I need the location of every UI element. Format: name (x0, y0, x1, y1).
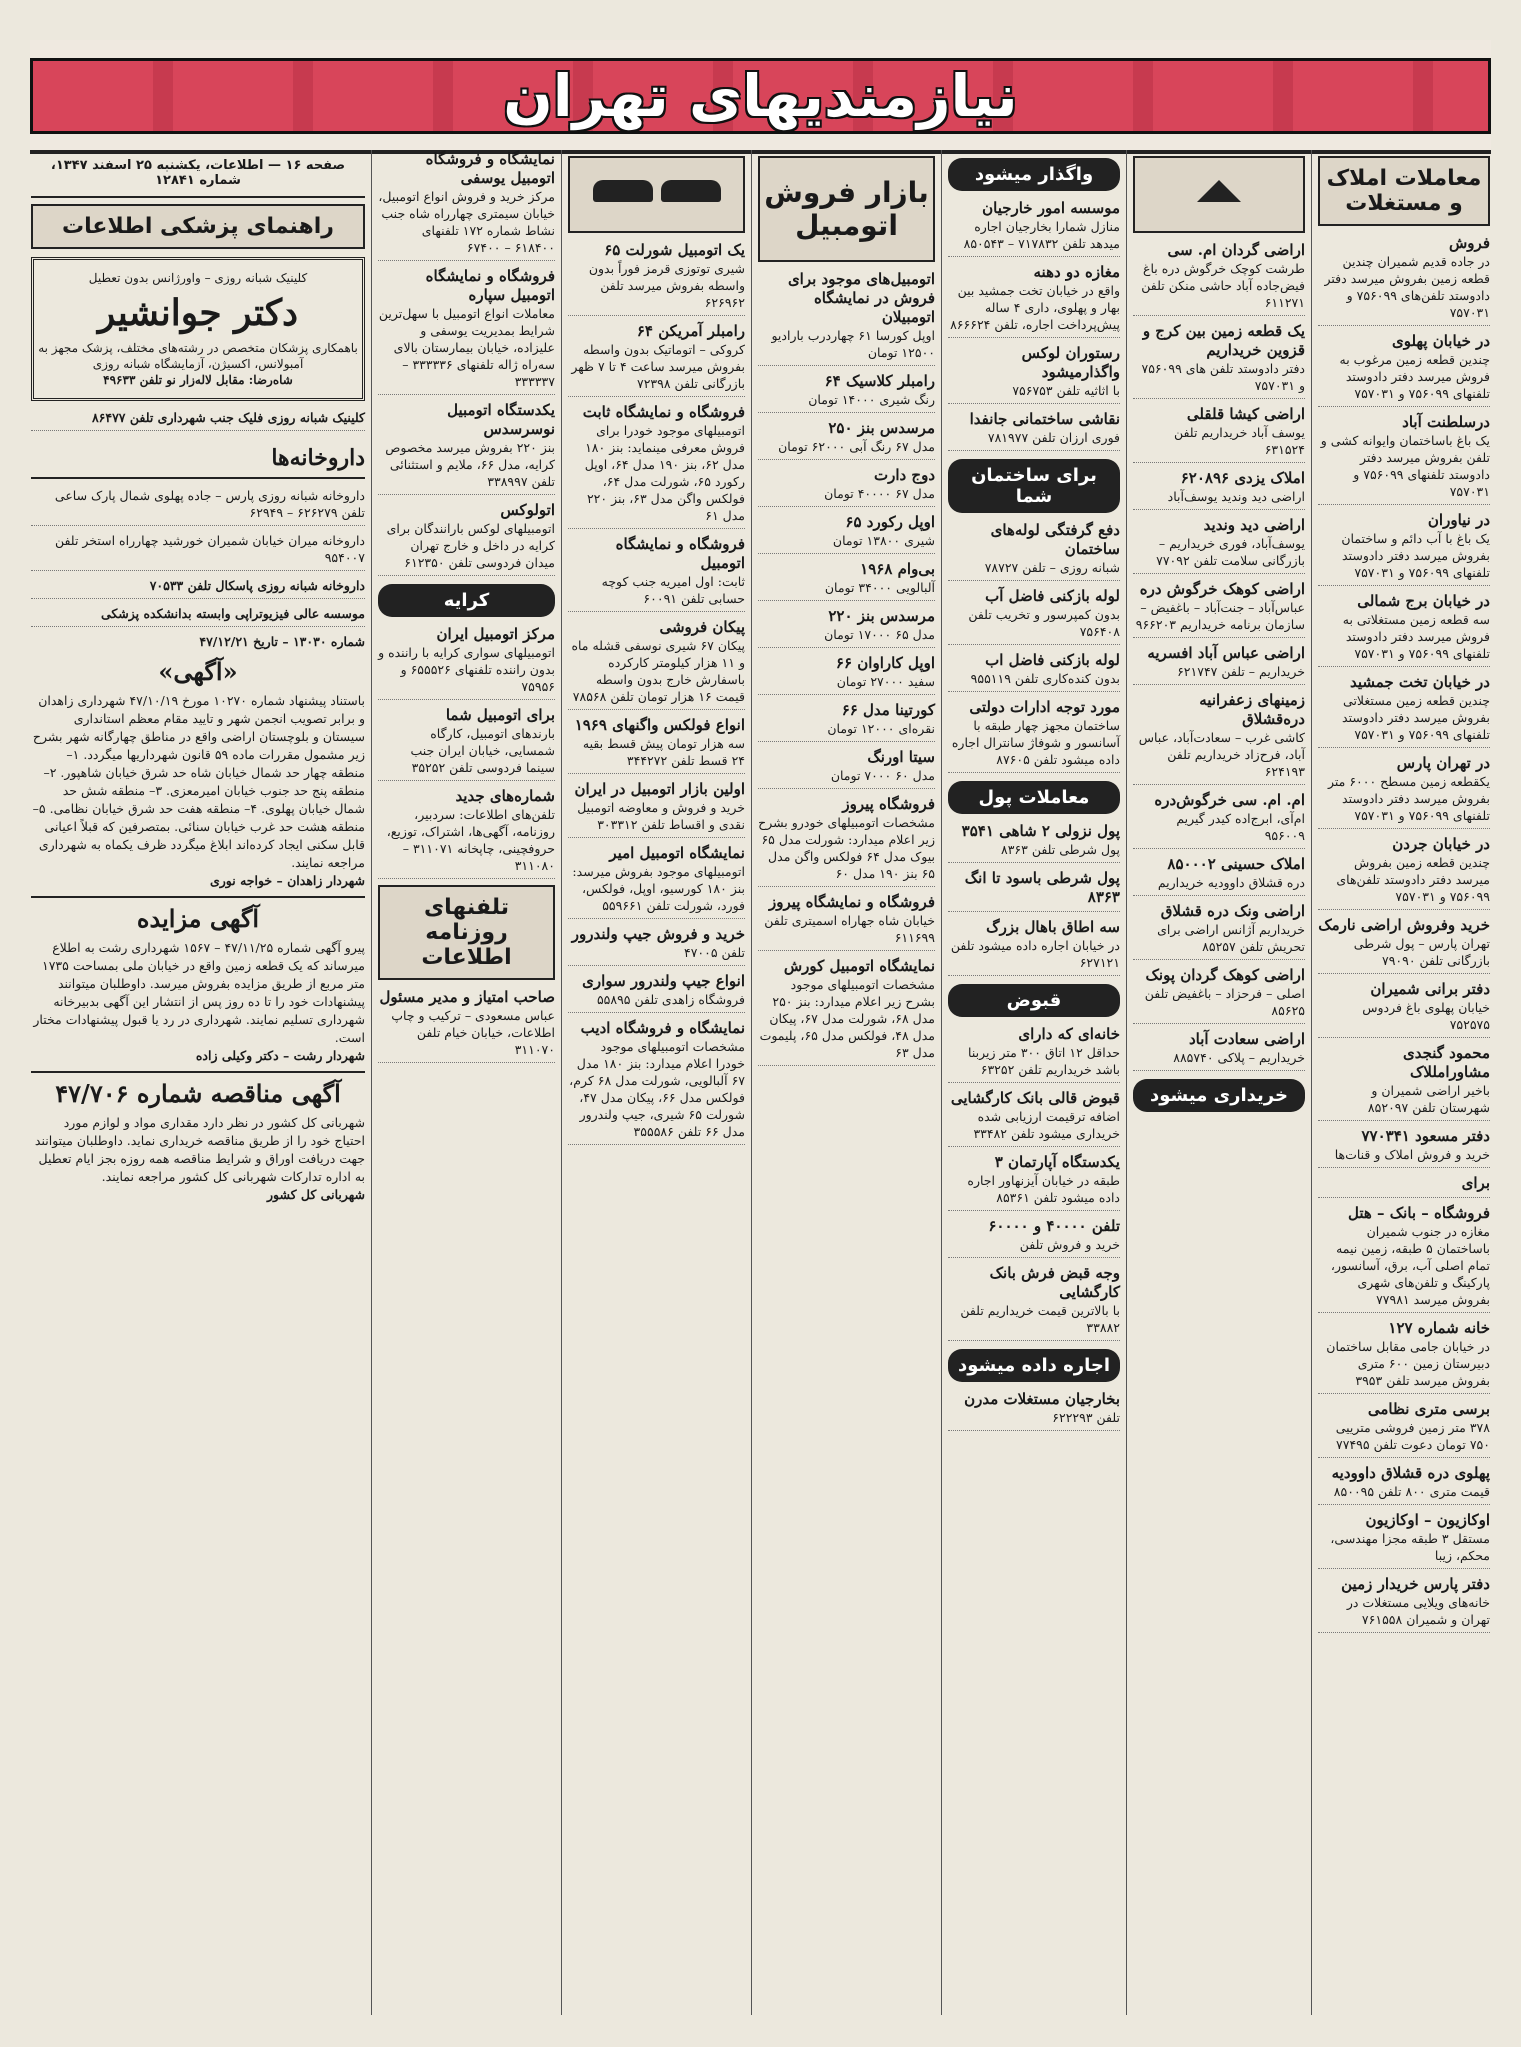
classified-ad (948, 1390, 1120, 1431)
ad-title: لوله بازکنی فاضل اب (985, 651, 1120, 669)
classified-ad (948, 1264, 1120, 1341)
ad-body: در خیابان اجاره داده میشود تلفن ۶۲۷۱۲۱ (950, 938, 1120, 970)
classified-ad (378, 787, 555, 879)
classified-ad (568, 403, 745, 529)
ad-title: انواع فولکس واگنهای ۱۹۶۹ (574, 716, 745, 734)
ad-body: تلفن‌های اطلاعات: سردبیر، روزنامه، آگهی‌ها، اشتراک، توزیع، حروفچینی، چاپخانه ۳۱۱۰۷۱ – ۳۱۱۰۸۰ (386, 807, 555, 873)
classified-ad (1133, 241, 1305, 316)
classified-ad (948, 263, 1120, 338)
notice-title: «آگهی» (158, 657, 238, 686)
ad-title: اراضی کوهک گردان پونک (1145, 966, 1305, 984)
classified-ad (568, 716, 745, 774)
classified-ad (1133, 322, 1305, 399)
classified-ad (378, 988, 555, 1063)
ad-body: ام‌آی، ابرج‌اده کیدر گیریم ۹۵۶۰۰۹ (1176, 811, 1305, 843)
buyers-banner: خریداری میشود (1133, 1079, 1305, 1112)
loans-banner: قبوض (948, 984, 1120, 1017)
classified-ad (948, 1025, 1120, 1083)
classified-ad (568, 925, 745, 966)
ad-title: در خیابان تخت جمشید (1349, 673, 1490, 691)
ad-title: اوپل رکورد ۶۵ (845, 513, 935, 531)
ad-body: پول شرطی تلفن ۸۳۶۳ (1001, 842, 1120, 857)
ad-title: املاک یزدی ۶۲۰۸۹۶ (1180, 469, 1305, 487)
ad-title: زمینهای زعفرانیه دره‌قشلاق (1199, 691, 1305, 728)
ad-body: خریداریم آژانس اراضی برای تحریش تلفن ۸۵۲۵۷ (1157, 922, 1305, 954)
rent-banner: کرایه (378, 584, 555, 617)
ad-body: یک باغ باساختمان وایوانه کشی و تلفن بفروش میرسد دفتر دادوستد تلفنهای ۷۵۶۰۹۹ و ۷۵۷۰۳۱ (1320, 433, 1490, 499)
pharmacy-item: داروخانه شبانه روزی پاسکال تلفن ۷۰۵۳۳ (31, 577, 365, 599)
ad-body: در خیابان جامی مقابل ساختمان دبیرستان زمین ۶۰۰ متری بفروش میرسد تلفن ۳۹۵۳ (1326, 1339, 1490, 1388)
ad-title: در خیابان پهلوی (1391, 332, 1490, 350)
notice-sign: شهردار زاهدان – خواجه نوری (209, 873, 365, 888)
ad-title: اوکازیون – اوکازیون (1365, 1511, 1490, 1529)
ad-title: کورتینا مدل ۶۶ (841, 701, 935, 719)
classified-ad (948, 587, 1120, 645)
ad-body: ۳۷۸ متر زمین فروشی مترییی ۷۵۰ تومان دعوت تلفن ۷۷۴۹۵ (1335, 1420, 1490, 1452)
ad-title: انواع جیپ ولندرور سواری (582, 972, 745, 990)
ad-body: واقع در خیابان تخت جمشید بین بهار و پهلوی، داری ۴ ساله پیش‌پرداخت اجاره، تلفن ۸۶۶۶۲۴ (950, 283, 1120, 332)
ad-title: یکدستگاه اتومبیل نوسرسدس (447, 401, 555, 438)
classified-ad (1318, 1575, 1490, 1633)
ad-body: اتومبیلهای موجود خودرا برای فروش معرفی مینماید: بنز ۱۸۰ مدل ۶۲، بنز ۱۹۰ مدل ۶۴، اوپل رکورد ۶۵، شورلت مدل ۶۴، فولکس واگن مدل ۶۳، بنز ۲۲۰ مدل ۶۱ (584, 423, 745, 523)
ad-title: اراضی عباس آباد افسریه (1147, 644, 1305, 662)
ad-title: دفتر پارس خریدار زمین (1341, 1575, 1490, 1593)
ad-title: فروشگاه و نمایشگاه پیروز (768, 893, 935, 911)
classified-ad (1133, 516, 1305, 574)
ad-title: اراضی کیشا قلقلی (1186, 405, 1305, 423)
lease-banner: اجاره داده میشود (948, 1349, 1120, 1382)
ad-body: فوری ارزان تلفن ۷۸۱۹۷۷ (987, 430, 1120, 445)
money-banner: معاملات پول (948, 781, 1120, 814)
ad-title: برسی متری نظامی (1367, 1400, 1490, 1418)
ad-title: سیتا اورنگ (867, 748, 935, 766)
ad-body: اراضی دید وندید یوسف‌آباد (1167, 489, 1305, 504)
ad-title: شماره‌های جدید (455, 787, 555, 805)
classified-ad (378, 501, 555, 576)
classified-ad (758, 513, 935, 554)
classified-ad (568, 322, 745, 397)
ad-body: مدل ۶۵ ۱۷۰۰۰ تومان (824, 627, 935, 642)
ad-title: در نیاوران (1427, 511, 1490, 529)
ad-title: ام. ام. سی خرگوش‌دره (1154, 791, 1305, 809)
house-icon (1197, 180, 1241, 202)
classified-ad (1318, 1511, 1490, 1569)
auction-body: پیرو آگهی شماره ۴۷/۱۱/۲۵ – ۱۵۶۷ شهرداری رشت به اطلاع میرساند که یک قطعه زمین واقع در خیابان ملی بمساحت ۱۷۳۵ متر مربع از طریق مزایده بفروش میرسد. داوطلبان میتوانند پیشنهادات خود را تا ده روز پس از انتشار این آگهی بدبیرخانه شهرداری تسلیم نمایند. شهرداری در رد یا قبول پیشنهادات مختار است. (33, 940, 365, 1045)
classified-ad (568, 241, 745, 316)
ad-body: یک باغ با آب دائم و ساختمان بفروش میرسد دفتر دادوستد تلفنهای ۷۵۶۰۹۹ و ۷۵۷۰۳۱ (1341, 531, 1490, 580)
physio-ad: موسسه عالی فیزیوتراپی وابسته بدانشکده پزشکی (31, 605, 365, 627)
classified-ad (378, 401, 555, 495)
ad-body: تهران پارس – پول شرطی بازرگانی تلفن ۷۹۰۹۰ (1353, 936, 1490, 968)
ad-title: نمایشگاه و فروشگاه ادیب (580, 1019, 745, 1037)
ad-title: مرکز اتومبیل ایران (436, 625, 555, 643)
medical-header: راهنمای پزشکی اطلاعات (31, 204, 365, 249)
classified-ad (1133, 791, 1305, 849)
pharmacies-header: داروخانه‌ها (31, 439, 365, 479)
classified-ad (948, 869, 1120, 912)
ad-body: سه قطعه زمین مستغلاتی به فروش میرسد دفتر دادوستد تلفنهای ۷۵۶۰۹۹ و ۷۵۷۰۳۱ (1342, 612, 1490, 661)
classified-ad (1133, 902, 1305, 960)
ad-title: نمایشگاه اتومبیل کورش (783, 957, 935, 975)
ad-body: فروشگاه زاهدی تلفن ۵۵۸۹۵ (596, 992, 745, 1007)
ad-body: خرید و فروش و معاوضه اتومبیل نقدی و اقساط تلفن ۳۰۳۳۱۲ (577, 800, 745, 832)
ad-body: اضافه ترقیمت ارزیابی شده خریداری میشود تلفن ۳۳۴۸۲ (973, 1109, 1120, 1141)
ad-body: یکقطعه زمین مسطح ۶۰۰۰ متر بفروش میرسد دفتر دادوستد تلفنهای ۷۵۶۰۹۹ و ۷۵۷۰۳۱ (1327, 774, 1490, 823)
masthead (30, 40, 1491, 154)
classified-ad (1133, 405, 1305, 463)
ad-title: رامبلر کلاسیک ۶۴ (824, 372, 935, 390)
classified-ad (948, 1153, 1120, 1211)
tender-notice (31, 1071, 365, 1204)
classified-ad (758, 466, 935, 507)
classified-ad (758, 372, 935, 413)
doctor-ad (31, 257, 365, 401)
classified-ad (758, 893, 935, 951)
ad-title: فروشگاه و نمایشگاه اتومبیل (615, 535, 745, 572)
ad-body: اصلی – فرحزاد – باغفیض تلفن ۸۵۶۲۵ (1144, 986, 1305, 1018)
ad-body: یوسف‌آباد، فوری خریداریم – بازرگانی سلامت تلفن ۷۷۰۹۲ (1156, 536, 1305, 568)
ad-body: با اثاثیه تلفن ۷۵۶۷۵۳ (1012, 383, 1120, 398)
ad-title: لوله بازکنی فاضل آب (985, 587, 1120, 605)
classified-ad (1318, 754, 1490, 829)
classified-ad (1318, 332, 1490, 407)
classified-ad (1133, 644, 1305, 685)
ad-title: فروشگاه پیروز (842, 795, 935, 813)
car-market-header: بازار فروش اتومبیل (758, 156, 935, 262)
ad-body: مشخصات اتومبیلهای خودرو بشرح زیر اعلام میدارد: شورلت مدل ۶۵ بیوک مدل ۶۴ فولکس واگن مدل ۶۵ بنز ۱۹۰ مدل ۶۰ (758, 815, 935, 881)
ad-title: خانه شماره ۱۲۷ (1388, 1319, 1490, 1337)
classified-ad (948, 344, 1120, 404)
ad-body: خریداریم – پلاکی ۸۸۵۷۴۰ (1173, 1050, 1305, 1065)
classified-ad (568, 972, 745, 1013)
ad-title: املاک حسینی ۸۵۰۰۰۲ (1167, 855, 1305, 873)
classified-ad (378, 267, 555, 395)
ad-body: رنگ شیری ۱۴۰۰۰ تومان (808, 392, 935, 407)
ad-title: اراضی سعادت آباد (1188, 1030, 1305, 1048)
classified-ad (568, 618, 745, 710)
ad-body: خرید و فروش تلفن (1019, 1237, 1120, 1252)
ad-title: یک اتومبیل شورلت ۶۵ (604, 241, 745, 259)
ad-body: کروکی – اتوماتیک بدون واسطه بفروش میرسد ساعت ۴ تا ۷ ظهر بازرگانی تلفن ۷۲۳۹۸ (571, 342, 745, 391)
ad-body: مدل ۶۷ ۴۰۰۰۰ تومان (824, 486, 935, 501)
column-cars-a (751, 150, 941, 2015)
column-real-estate-sales (1311, 150, 1496, 2015)
classified-ad (948, 698, 1120, 773)
ad-body: خریداریم – تلفن ۶۲۱۷۴۷ (1177, 664, 1305, 679)
ad-title: خرید و فروش جیپ ولندرور (571, 925, 745, 943)
ad-body: در جاده قدیم شمیران چندین قطعه زمین بفروش میرسد دفتر دادوستد تلفن‌های ۷۵۶۰۹۹ و ۷۵۷۰۳۱ (1324, 254, 1490, 320)
ad-title: خرید وفروش اراضی نارمک (1318, 916, 1490, 934)
ad-body: اتومبیلهای سواری کرایه با راننده و بدون راننده تلفنهای ۶۵۵۵۲۶ و ۷۵۹۵۶ (378, 645, 555, 694)
ad-body: شیری ۱۳۸۰۰ تومان (832, 533, 935, 548)
classified-ad (1133, 469, 1305, 510)
classified-ad (758, 654, 935, 695)
classified-ad (1318, 1127, 1490, 1168)
ad-body: سه هزار تومان پیش قسط بقیه ۲۴ قسط تلفن ۳۴۴۲۷۲ (582, 736, 745, 768)
classified-ad (758, 748, 935, 789)
ad-body: مدل ۶۰ ۷۰۰۰ تومان (830, 768, 935, 783)
clinic-address: شاه‌رضا: مقابل لاله‌زار نو تلفن ۴۹۶۳۳ (103, 373, 293, 387)
column-notices (25, 150, 371, 2015)
ad-body: سفید ۲۷۰۰۰ تومان (836, 674, 935, 689)
ad-body: منازل شمارا بخارجیان اجاره میدهد تلفن ۷۱۷۸۳۲ – ۸۵۰۵۴۳ (963, 219, 1120, 251)
page-info: صفحه ۱۶ — اطلاعات، یکشنبه ۲۵ اسفند ۱۳۴۷، شماره ۱۲۸۴۱ (31, 150, 365, 198)
ad-title: در خیابان برج شمالی (1357, 592, 1490, 610)
tender-title: آگهی مناقصه شماره ۴۷/۷۰۶ (55, 1079, 341, 1108)
clinic-top-line: کلینیک شبانه روزی – واورژانس بدون تعطیل (88, 271, 308, 285)
ad-title: برای (1461, 1174, 1490, 1192)
ad-body: ساختمان مجهز چهار طبقه با آسانسور و شوفاژ سانترال اجاره داده میشود تلفن ۸۷۶۰۵ (951, 718, 1120, 767)
classified-ad (1318, 1400, 1490, 1458)
classified-ad (948, 410, 1120, 451)
realestate-banner (1133, 156, 1305, 233)
classified-ad (1318, 1044, 1490, 1121)
classified-ad (1318, 916, 1490, 974)
ad-body: اتومبیلهای موجود بفروش میرسد: بنز ۱۸۰ کورسیو، اوپل، فولکس، فورد، شورلت تلفن ۵۵۹۶۶۱ (572, 864, 745, 913)
classified-ad (758, 607, 935, 648)
classified-ad (948, 651, 1120, 692)
ad-body: خانه‌های ویلایی مستغلات در تهران و شمیران ۷۶۱۵۵۸ (1346, 1595, 1490, 1627)
pharmacy-item: داروخانه شبانه روزی پارس – جاده پهلوی شمال پارک ساعی تلفن ۶۲۶۲۷۹ – ۶۲۹۴۹ (31, 487, 365, 526)
ad-title: قبوض قالی بانک کارگشایی (950, 1089, 1120, 1107)
doctor-desc: باهمکاری پزشکان متخصص در رشته‌های مختلف، پزشک مجهز به آمبولانس، اکسیژن، آزمایشگاه شبانه روزی (38, 341, 358, 371)
ad-body: مشخصات اتومبیلهای موجود خودرا اعلام میدارد: بنز ۱۸۰ مدل ۶۷ آلبالویی، شورلت مدل ۶۸ کرم، فولکس مدل ۶۶، پیکان مدل ۴۷، شورلت ۶۵ شیری، جیپ ولندرور مدل ۶۶ تلفن ۳۵۵۵۸۶ (569, 1039, 745, 1139)
ad-title: بخارجیان مستغلات مدرن (964, 1390, 1120, 1408)
classified-ad (1318, 234, 1490, 326)
ad-title: مرسدس بنز ۲۵۰ (828, 419, 935, 437)
classified-ad (758, 419, 935, 460)
classified-ad (568, 535, 745, 612)
classified-ad (1133, 855, 1305, 896)
classified-ad (1133, 691, 1305, 785)
ad-body: اوپل کورسا ۶۱ چهاردرب بارادیو ۱۲۵۰۰ تومان (771, 328, 935, 360)
ad-title: موسسه امور خارجیان (982, 199, 1120, 217)
classified-ad (378, 150, 555, 261)
ad-body: عباس‌آباد – جنت‌آباد – باغفیض – سازمان برنامه خریداریم ۹۶۶۲۰۳ (1135, 600, 1305, 632)
ad-title: دفتر مسعود ۷۷۰۳۴۱ (1361, 1127, 1490, 1145)
classified-ad (1318, 592, 1490, 667)
ad-body: اتومبیلهای لوکس بارانندگان برای کرایه در داخل و خارج تهران میدان فردوسی تلفن ۶۱۲۳۵۰ (386, 521, 555, 570)
ad-title: پیکان فروشی (659, 618, 745, 636)
classified-ad (1133, 1030, 1305, 1071)
ad-body: پیکان ۶۷ شیری نوسفی قشله ماه و ۱۱ هزار کیلومتر کارکرده باسفارش خارج بدون واسطه قیمت ۱۶ هزار تومان تلفن ۷۸۵۶۸ (571, 638, 745, 704)
ad-body: چندین قطعه زمین مرغوب به فروش میرسد دفتر دادوستد تلفنهای ۷۵۶۰۹۹ و ۷۵۷۰۳۱ (1339, 352, 1490, 401)
ad-title: پول شرطی باسود تا انگ ۸۳۶۳ (964, 869, 1120, 906)
ad-title: فروشگاه – بانک – هتل (1347, 1204, 1490, 1222)
notice-number: شماره ۱۳۰۳۰ – تاریخ ۴۷/۱۲/۲۱ (199, 634, 365, 649)
ad-body: خرید و فروش املاک و قنات‌ها (1334, 1147, 1490, 1162)
ad-title: محمود گنجدی مشاورامللاک (1402, 1044, 1490, 1081)
ad-title: صاحب امتیاز و مدیر مسئول (379, 988, 555, 1006)
ad-body: چندین قطعه زمین مستغلاتی بفروش میرسد دفتر دادوستد تلفنهای ۷۵۶۰۹۹ و ۷۵۷۰۳۱ (1342, 693, 1490, 742)
ad-title: مغازه دو دهنه (1033, 263, 1120, 281)
ad-title: دوج دارت (873, 466, 935, 484)
ad-title: دفع گرفتگی لوله‌های ساختمان (990, 521, 1120, 558)
tender-sign: شهربانی کل کشور (266, 1187, 365, 1202)
ad-title: اراضی ونک دره قشلاق (1160, 902, 1305, 920)
classified-ad (1318, 413, 1490, 505)
tender-body: شهربانی کل کشور در نظر دارد مقداری مواد و لوازم مورد احتیاج خود را از طریق مناقصه خریداری نماید. داوطلبان میتوانند جهت دریافت اوراق و شرایط مناقصه همه روزه بجز ایام تعطیل به اداره تدارکات شهربانی کل کشور مراجعه نمایند. (34, 1115, 365, 1184)
ad-body: معاملات انواع اتومبیل با سهل‌ترین شرایط بمدیریت یوسفی و علیزاده، خیابان بیمارستان بالای سه‌راه ژاله تلفنهای ۳۳۳۳۳۶ – ۳۳۳۳۳۷ (378, 306, 555, 389)
official-notice (31, 633, 365, 890)
ad-body: مدل ۶۷ رنگ آبی ۶۲۰۰۰ تومان (778, 439, 935, 454)
classified-ad (1318, 835, 1490, 910)
ad-body: شیری توتوزی قرمز فوراً بدون واسطه بفروش میرسد تلفن ۶۲۶۹۶۲ (588, 261, 745, 310)
auction-sign: شهردار رشت – دکتر وکیلی زاده (195, 1048, 365, 1063)
classified-ad (758, 957, 935, 1066)
phones-banner: تلفنهای روزنامه اطلاعات (378, 885, 555, 980)
ad-body: خیابان شاه جهاراه اسمیتری تلفن ۶۱۱۶۹۹ (764, 913, 935, 945)
ad-title: در خیابان جردن (1392, 835, 1490, 853)
ad-title: دفتر برانی شمیران (1370, 980, 1490, 998)
ad-title: پول نزولی ۲ شاهی ۳۵۴۱ (961, 822, 1120, 840)
ad-body: دفتر دادوستد تلفن های ۷۵۶۰۹۹ و ۷۵۷۰۳۱ (1141, 361, 1305, 393)
ad-title: فروشگاه و نمایشگاه ثابت (582, 403, 745, 421)
ad-body: مشخصات اتومبیلهای موجود بشرح زیر اعلام میدارد: بنز ۲۵۰ مدل ۶۸، شورلت مدل ۶۷، پیکان مدل ۴۸، فولکس مدل ۶۵، پلیموت مدل ۶۳ (759, 977, 935, 1060)
ad-title: اراضی کوهک خرگوش دره (1139, 580, 1305, 598)
classified-ad (758, 270, 935, 366)
ad-body: بارندهای اتومبیل، کارگاه شمسایی، خیابان ایران جنب سینما فردوسی تلفن ۳۵۲۵۲ (410, 726, 555, 775)
column-services (941, 150, 1126, 2015)
ad-title: اراضی گردان ام. سی (1167, 241, 1305, 259)
ad-body: تلفن ۶۲۲۲۹۳ (1052, 1410, 1120, 1425)
auction-title: آگهی مزایده (136, 904, 260, 933)
classified-ad (1318, 1174, 1490, 1198)
car-icon-header (568, 156, 745, 233)
ad-title: درسلطنت آباد (1402, 413, 1490, 431)
ad-body: بدون کمپرسور و تخریب تلفن ۷۵۶۴۰۸ (968, 607, 1120, 639)
ad-body: بدون کنده‌کاری تلفن ۹۵۵۱۱۹ (970, 671, 1120, 686)
ad-body: دره قشلاق داوودیه خریداریم (1157, 875, 1305, 890)
ad-body: شبانه روزی – تلفن ۷۸۷۲۷ (984, 560, 1120, 575)
car-icon (661, 180, 721, 202)
ad-title: مورد توجه ادارات دولتی (969, 698, 1120, 716)
ad-title: رستوران لوکس واگذارمیشود (1021, 344, 1120, 381)
ad-title: فروش (1448, 234, 1490, 252)
classified-ad (1318, 1319, 1490, 1394)
classified-ad (1318, 1204, 1490, 1313)
ad-title: یکدستگاه آپارتمان ۳ (994, 1153, 1120, 1171)
ad-title: بی‌وام ۱۹۶۸ (860, 560, 935, 578)
ad-body: قیمت متری ۸۰۰ تلفن ۸۵۰۰۹۵ (1333, 1484, 1490, 1499)
ad-title: خانه‌ای که دارای (1018, 1025, 1120, 1043)
auction-notice (31, 896, 365, 1065)
classified-ad (948, 918, 1120, 976)
classified-ad (1318, 980, 1490, 1038)
classified-ad (378, 706, 555, 781)
ad-body: نقره‌ای ۱۲۰۰۰ تومان (827, 721, 935, 736)
ad-body: بنز ۲۲۰ بفروش میرسد مخصوص کرایه، مدل ۶۶، ملایم و استثنائی تلفن ۳۳۸۹۹۷ (385, 440, 555, 489)
ad-body: حداقل ۱۲ اتاق ۳۰۰ متر زیربنا باشد خریداریم تلفن ۶۳۲۵۲ (968, 1045, 1120, 1077)
ad-body: چندین قطعه زمین بفروش میرسد دفتر دادوستد تلفن‌های ۷۵۶۰۹۹ و ۷۵۷۰۳۱ (1336, 855, 1490, 904)
ad-title: نمایشگاه و فروشگاه اتومبیل یوسفی (425, 150, 555, 187)
classified-ad (1133, 580, 1305, 638)
ad-title: پهلوی دره قشلاق داوودیه (1331, 1464, 1490, 1482)
ad-title: نقاشی ساختمانی جانفدا (969, 410, 1120, 428)
ad-title: سه اطاق باهال بزرگ (986, 918, 1120, 936)
ad-title: وجه قبض فرش بانک کارگشایی (989, 1264, 1120, 1301)
classified-ad (1318, 511, 1490, 586)
clinic-ad: کلینیک شبانه روزی فلیک جنب شهرداری تلفن ۸۶۴۷۷ (31, 409, 365, 431)
masthead-title: نیازمندیهای تهران (503, 62, 1018, 130)
classified-ad (948, 1089, 1120, 1147)
classified-ad (758, 701, 935, 742)
ad-body: مغازه در جنوب شمیران باساختمان ۵ طبقه، زمین نیمه تمام اصلی آب، برق، آسانسور، پارکینگ و تلفن‌های شهری بفروش میرسد ۷۷۹۸۱ (1330, 1224, 1490, 1307)
ad-body: تلفن ۴۷۰۰۵ (683, 945, 745, 960)
ad-title: نمایشگاه اتومبیل امیر (609, 844, 745, 862)
ad-body: طرشت کوچک خرگوش دره باغ فیض‌جاده آباد حاشی منکن تلفن ۶۱۱۲۷۱ (1141, 261, 1305, 310)
ad-title: اتومبیل‌های موجود برای فروش در نمایشگاه اتومبیلان (787, 270, 935, 326)
car-icon (593, 180, 653, 202)
classified-ad (1133, 966, 1305, 1024)
column-cars-b (561, 150, 751, 2015)
classified-ad (1318, 673, 1490, 748)
ad-title: اراضی دید وندید (1203, 516, 1305, 534)
for_building-banner: برای ساختمان شما (948, 459, 1120, 513)
classified-ad (378, 625, 555, 700)
ad-body: طبقه در خیابان آیزنهاور اجاره داده میشود تلفن ۸۵۳۶۱ (967, 1173, 1120, 1205)
classified-ad (948, 521, 1120, 581)
classified-ad (568, 780, 745, 838)
ad-title: در تهران پارس (1396, 754, 1490, 772)
ad-title: اتولوکس (500, 501, 555, 519)
ad-body: عباس مسعودی – ترکیب و چاپ اطلاعات، خیابان خیام تلفن ۳۱۱۰۷۰ (391, 1008, 555, 1057)
ad-body: آلبالویی ۳۴۰۰۰ تومان (824, 580, 935, 595)
ad-body: باخیر اراضی شمیران و شهرستان تلفن ۸۵۲۰۹۷ (1367, 1083, 1490, 1115)
column-dealers (371, 150, 561, 2015)
classified-ad (758, 795, 935, 887)
ad-body: مرکز خرید و فروش انواع اتومبیل، خیابان سیمتری چهارراه شاه جنب نشاط شماره ۱۷۲ تلفنهای ۶۱۸۴۰۰ – ۶۷۴۰۰ (378, 189, 555, 255)
ad-title: یک قطعه زمین بین کرج و قزوین خریداریم (1142, 322, 1305, 359)
ad-title: اوپل کاراوان ۶۶ (835, 654, 935, 672)
ad-title: رامبلر آمریکن ۶۴ (636, 322, 745, 340)
ad-title: تلفن ۴۰۰۰۰ و ۶۰۰۰۰ (988, 1217, 1120, 1235)
classified-ad (758, 560, 935, 601)
ad-title: برای اتومبیل شما (445, 706, 555, 724)
realestate-header: معاملات املاک و مستغلات (1318, 156, 1490, 226)
ad-body: با بالاترین قیمت خریداریم تلفن ۳۳۸۸۲ (960, 1303, 1120, 1335)
classified-ad (568, 844, 745, 919)
pharmacy-item: داروخانه میران خیابان شمیران خورشید چهارراه استخر تلفن ۹۵۴۰۰۷ (31, 532, 365, 571)
column-land (1126, 150, 1311, 2015)
ad-body: مستقل ۳ طبقه مجزا مهندسی، محکم، زیبا (1330, 1531, 1490, 1563)
assign-banner: واگذار میشود (948, 158, 1120, 191)
ad-title: اولین بازار اتومبیل در ایران (574, 780, 745, 798)
ad-title: فروشگاه و نمایشگاه اتومبیل سپاره (425, 267, 555, 304)
classified-ad (1318, 1464, 1490, 1505)
ad-body: کاشی غرب – سعادت‌آباد، عباس آباد، فرح‌زاد خریداریم تلفن ۶۲۴۱۹۳ (1138, 730, 1305, 779)
classified-ad (948, 822, 1120, 863)
ad-body: یوسف آباد خریداریم تلفن ۶۳۱۵۲۴ (1173, 425, 1305, 457)
classified-ad (948, 199, 1120, 257)
notice-body: باستناد پیشنهاد شماره ۱۰۲۷۰ مورخ ۴۷/۱۰/۱۹ شهرداری زاهدان و برابر تصویب انجمن شهر و تایید مقام معظم استانداری سیستان و بلوچستان اراضی واقع در مناطق چهارگانه شهر بشرح زیر مشمول مقررات ماده ۵۹ قانون شهرداریها میگردد. ۱– منطقه چهار حد شمال خیابان شاه حد شرق خیابان شاهپور. ۲– منطقه پنج حد جنوب خیابان امیرمعزی. ۳– منطقه شش حد شمال خیابان پهلوی. ۴– منطقه هفت حد شرق خیابان نظامی. ۵– منطقه هشت حد غرب خیابان سنائی. بمتصرفین که قبلاً اعیانی قابل سکنی ایجاد کرده‌اند ابلاغ میگردد ظرف یکماه به شهرداری مراجعه نمایند. (32, 693, 365, 870)
doctor-name: دکتر جوانشیر (97, 292, 299, 334)
classified-ad (568, 1019, 745, 1145)
ad-body: ثابت: اول امیریه جنب کوچه حسابی تلفن ۶۰۰۹۱ (601, 574, 745, 606)
ad-body: خیابان پهلوی باغ فردوس ۷۵۲۵۷۵ (1362, 1000, 1490, 1032)
ad-title: مرسدس بنز ۲۲۰ (828, 607, 935, 625)
classified-ad (948, 1217, 1120, 1258)
